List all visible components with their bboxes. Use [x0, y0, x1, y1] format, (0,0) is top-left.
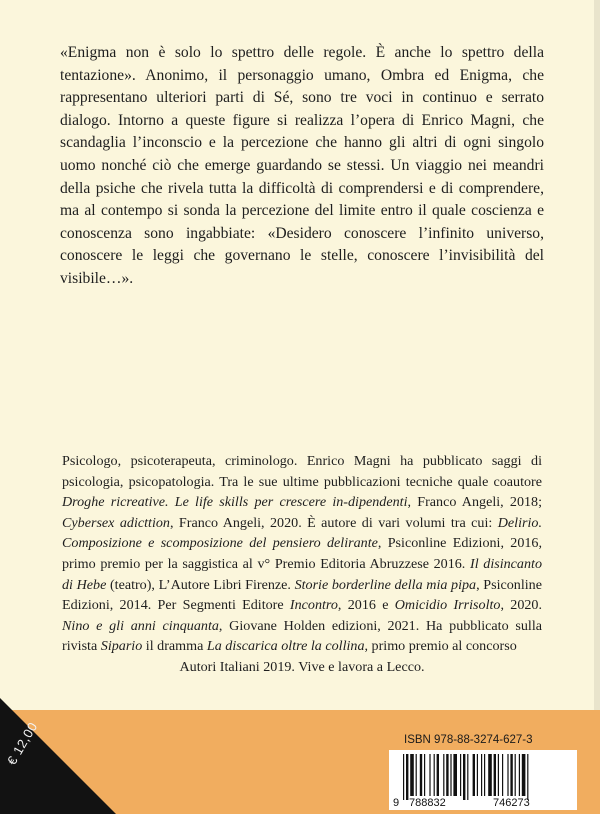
barcode-bar [453, 754, 457, 796]
barcode-bar [434, 754, 435, 796]
barcode-bar [484, 754, 485, 796]
barcode-bar [403, 754, 404, 800]
barcode-bar [429, 754, 430, 796]
bio-last-line: Autori Italiani 2019. Vive e lavora a Lecco. [179, 658, 425, 675]
blurb-paragraph: «Enigma non è solo lo spettro delle regole. È anche lo spettro della tentazione». Anonimo, il personaggio umano, Ombra ed Enigma, che rappresentano ulteriori parti di Sé, sono tre voci in continuo e serrato dialogo. Intorno a queste figure si realizza l’opera di Enrico Magni, che scandaglia l’inconscio e la percezione che hanno gli altri di ogni singolo uomo nonché ciò che emerge guardando se stessi. Un viaggio nei meandri della psiche che rivela tutta la difficoltà di comprendersi e di comprendere, ma al contempo si sonda la percezione del limite entro il quale coscienza e conoscenza sono ingabbiate: «Desidero conoscere l’infinito universo, conoscere le leggi che governano le stelle, conoscere l’invisibilità del visibile…». [60, 44, 544, 287]
bio-text: Psicologo, psicoterapeuta, criminologo. Enrico Magni ha pubblicato saggi di psicologia, psicopatologia. Tra le sue ultime pubblicazioni tecniche quale coautore [62, 453, 542, 490]
bio-title: Omicidio Irrisolto [394, 597, 501, 614]
bio-title: Storie borderline della mia pipa [294, 576, 477, 593]
barcode-bar [522, 754, 526, 796]
bio-title: Il disincanto di Hebe [62, 555, 542, 593]
bio-text: , Franco Angeli, 2020. È autore di vari volumi tra cui: [169, 514, 498, 531]
barcode-left-group: 788832 [409, 797, 446, 809]
barcode-bar [450, 754, 451, 796]
barcode-bar [502, 754, 503, 796]
barcode-bar [460, 754, 461, 796]
bio-title: Delirio. Composizione e scomposizione del pensiero delirante [62, 514, 542, 552]
bio-text: , Psiconline Edizioni, 2016, primo premio per la saggistica al v° Premio Editoria Abruzzese 2016. [62, 535, 542, 572]
bio-title: Cybersex adicttion [62, 514, 170, 531]
barcode-digits [389, 797, 577, 810]
barcode-bar [416, 754, 417, 796]
barcode-bar [510, 754, 512, 796]
bio-text: il dramma [142, 638, 207, 655]
barcode-bar [515, 754, 516, 796]
barcode-bar [481, 754, 482, 796]
bio-title: La discarica oltre la collina [206, 638, 365, 655]
isbn-label: ISBN 978-88-3274-627-3 [404, 734, 533, 746]
barcode-first-digit: 9 [393, 797, 400, 809]
bio-text: , Psiconline Edizioni, 2014. Per Segmenti Editore [62, 576, 542, 614]
barcode-bar [477, 754, 478, 796]
cover-edge [594, 0, 600, 814]
barcode-bar [446, 754, 448, 796]
bio-title: Sipario [100, 638, 143, 655]
bio-text: , primo premio al concorso [364, 638, 517, 655]
barcode-bars [389, 750, 577, 800]
barcode-bar [467, 754, 468, 800]
barcode-bar [420, 754, 422, 796]
barcode [389, 750, 577, 810]
blurb-section [60, 42, 544, 291]
bio-title: Nino e gli anni cinquanta [62, 617, 219, 634]
barcode-bar [519, 754, 520, 796]
bio-text: , 2020. [500, 597, 542, 614]
barcode-bar [527, 754, 528, 800]
barcode-bar [424, 754, 425, 796]
bio-title: Droghe ricreative. Le life skills per crescere in-dipendenti [62, 494, 408, 511]
barcode-right-group: 746273 [493, 797, 530, 809]
barcode-bar [437, 754, 439, 796]
author-bio [62, 451, 542, 678]
barcode-bar [488, 754, 492, 796]
barcode-bar [498, 754, 499, 796]
bio-title: Incontro [289, 597, 338, 614]
barcode-bar [507, 754, 508, 796]
bio-text: , Franco Angeli, 2018; [407, 494, 542, 511]
barcode-bar [443, 754, 444, 796]
barcode-bar [473, 754, 475, 796]
price-label: € 12,00 [4, 719, 41, 768]
bio-paragraph [62, 451, 542, 657]
barcode-bar [410, 754, 414, 796]
barcode-bar [406, 754, 408, 800]
barcode-bar [463, 754, 465, 800]
barcode-bar [494, 754, 496, 796]
bio-text: , Giovane Holden edizioni, 2021. Ha pubblicato sulla rivista [62, 617, 543, 655]
bio-text: (teatro), L’Autore Libri Firenze. [106, 576, 295, 593]
bio-text: , 2016 e [337, 597, 395, 614]
